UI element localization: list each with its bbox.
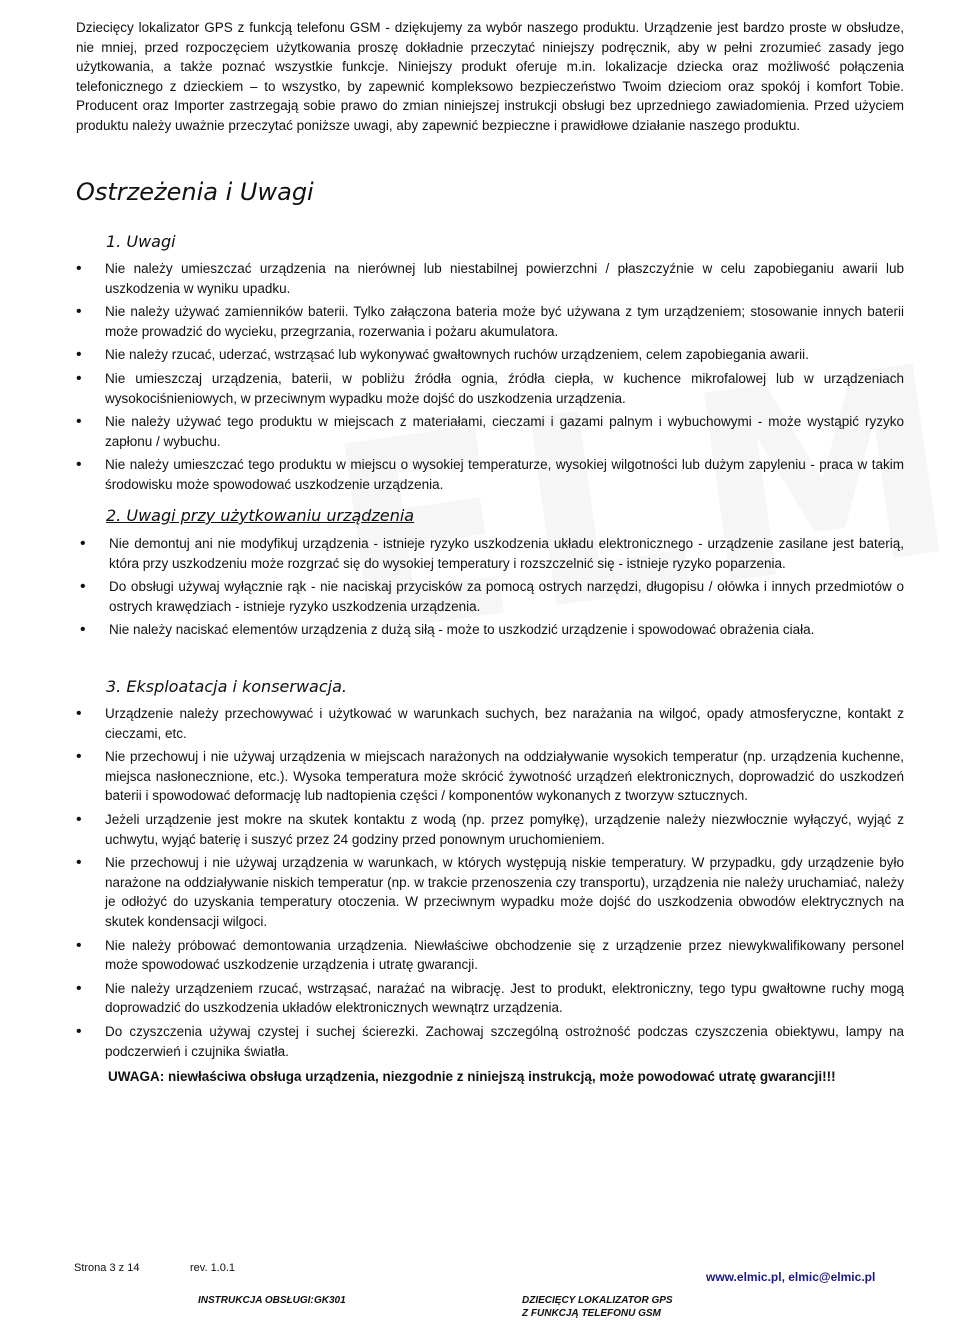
list-item: • Nie należy używać tego produktu w miejscach z materiałami, cieczami i gazami palnym i wybuchowymi - może wystąpić ryzyko zapłonu / wybuchu.: [76, 412, 904, 451]
footer-revision: rev. 1.0.1: [190, 1262, 236, 1274]
section-3-title: 3. Eksploatacja i konserwacja.: [106, 677, 347, 696]
footer-manual-label: INSTRUKCJA OBSŁUGI:: [198, 1295, 314, 1306]
main-heading: Ostrzeżenia i Uwagi: [76, 178, 314, 206]
list-item: • Nie przechowuj i nie używaj urządzenia w warunkach, w których występują niskie temperatury. W przypadku, gdy urządzenie było narażone na oddziaływanie niskich temperatur (np. w trakcie przenoszenia czy transportu), urządzenia nie należy uruchamiać, należy je odłożyć do uzyskania temperatury otoczenia. W przeciwnym wypadku może dojść do uszkodzenia obwodów elektrycznych na skutek kondensacji wilgoci.: [76, 853, 904, 931]
section-2-title: 2. Uwagi przy użytkowaniu urządzenia: [106, 506, 415, 525]
section-3-list: [76, 704, 904, 1065]
footer-page-number: Strona 3 z 14: [74, 1262, 140, 1274]
list-item: • Nie należy umieszczać tego produktu w miejscu o wysokiej temperaturze, wysokiej wilgotności lub dużym zapyleniu - praca w takim środowisku może spowodować uszkodzenie urządzenia.: [76, 455, 904, 494]
list-item: • Urządzenie należy przechowywać i użytkować w warunkach suchych, bez narażania na wilgoć, opady atmosferyczne, kontakt z cieczami, etc.: [76, 704, 904, 743]
list-item: • Nie umieszczaj urządzenia, baterii, w pobliżu źródła ognia, źródła ciepła, w kuchence mikrofalowej lub w urządzeniach wysokociśnieniowych, w przeciwnym wypadku może dojść do uszkodzenia urządzenia.: [76, 369, 904, 408]
footer-website-link[interactable]: www.elmic.pl, elmic@elmic.pl: [706, 1270, 876, 1284]
footer-product-line-1: DZIECIĘCY LOKALIZATOR GPS: [522, 1295, 673, 1306]
list-item: • Nie należy próbować demontowania urządzenia. Niewłaściwe obchodzenie się z urządzenie przez niewykwalifikowany personel może spowodować uszkodzenie urządzenia i utratę gwarancji.: [76, 936, 904, 975]
section-1-title: 1. Uwagi: [106, 232, 176, 251]
footer-product-line-2: Z FUNKCJĄ TELEFONU GSM: [522, 1308, 661, 1319]
list-item: • Nie demontuj ani nie modyfikuj urządzenia - istnieje ryzyko uszkodzenia układu elektronicznego - urządzenie zasilane jest baterią, która przy uszkodzeniu może rozgrzać się do wysokiej temperatury i rozszczelnić się - istnieje ryzyko poparzenia.: [80, 534, 904, 573]
list-item: • Do czyszczenia używaj czystej i suchej ścierezki. Zachowaj szczególną ostrożność podczas czyszczenia obiektywu, lampy na podczerwień i czujnika światła.: [76, 1022, 904, 1061]
list-item: • Nie przechowuj i nie używaj urządzenia w miejscach narażonych na oddziaływanie wysokich temperatur (np. urządzenia kuchenne, miejsca nasłonecznione, etc.). Wysoka temperatura może skrócić żywotność urządzeń elektronicznych, doprowadzić do uszkodzeń baterii i spowodować deformację lub nadtopienia części / komponentów wykonanych z tworzyw sztucznych.: [76, 747, 904, 806]
footer-model: GK301: [314, 1295, 346, 1306]
section-1-list: [76, 259, 904, 499]
list-item: • Nie należy naciskać elementów urządzenia z dużą siłą - może to uszkodzić urządzenie i spowodować obrażenia ciała.: [80, 620, 904, 640]
warranty-warning: UWAGA: niewłaściwa obsługa urządzenia, niezgodnie z niniejszą instrukcją, może powodować utratę gwarancji!!!: [108, 1069, 836, 1084]
list-item: • Jeżeli urządzenie jest mokre na skutek kontaktu z wodą (np. przez pomyłkę), urządzenie należy niezwłocznie wyłączyć, wyjąć z uchwytu, wyjąć baterię i suszyć przez 24 godziny przed ponownym uruchomieniem.: [76, 810, 904, 849]
list-item: • Nie należy urządzeniem rzucać, wstrząsać, narażać na wibrację. Jest to produkt, elektroniczny, tego typu gwałtowne ruchy mogą doprowadzić do uszkodzenia układów elektronicznych wewnątrz urządzenia.: [76, 979, 904, 1018]
list-item: • Nie należy umieszczać urządzenia na nierównej lub niestabilnej powierzchni / płaszczyźnie w celu zapobieganiu awarii lub uszkodzenia w wyniku upadku.: [76, 259, 904, 298]
section-2-list: [80, 534, 904, 644]
intro-paragraph: Dziecięcy lokalizator GPS z funkcją telefonu GSM - dziękujemy za wybór naszego produktu. Urządzenie jest bardzo proste w obsłudze, nie mniej, przed rozpoczęciem użytkowania proszę dokładnie przeczytać niniejszy podręcznik, aby w pełni zrozumieć zasady jego użytkowania, a także poznać wszystkie funkcje. Niniejszy produkt oferuje m.in. lokalizacje dziecka oraz możliwość połączenia telefonicznego z dzieckiem – to wszystko, by zapewnić kompleksowo bezpieczeństwo Twoim dzieciom oraz spokój i komfort Tobie. Producent oraz Importer zastrzegają sobie prawo do zmian niniejszej instrukcji obsługi bez uprzedniego zawiadomienia. Przed użyciem produktu należy uważnie przeczytać poniższe uwagi, aby zapewnić bezpieczne i prawidłowe działanie naszego produktu.: [76, 20, 904, 133]
list-item: • Do obsługi używaj wyłącznie rąk - nie naciskaj przycisków za pomocą ostrych narzędzi, długopisu / ołówka i innych przedmiotów o ostrych krawędziach - istnieje ryzyko uszkodzenia urządzenia.: [80, 577, 904, 616]
list-item: • Nie należy rzucać, uderzać, wstrząsać lub wykonywać gwałtownych ruchów urządzeniem, celem zapobiegania awarii.: [76, 345, 904, 365]
list-item: • Nie należy używać zamienników baterii. Tylko załączona bateria może być używana z tym urządzeniem; stosowanie innych baterii może prowadzić do wycieku, przegrzania, rozerwania i pożaru akumulatora.: [76, 302, 904, 341]
